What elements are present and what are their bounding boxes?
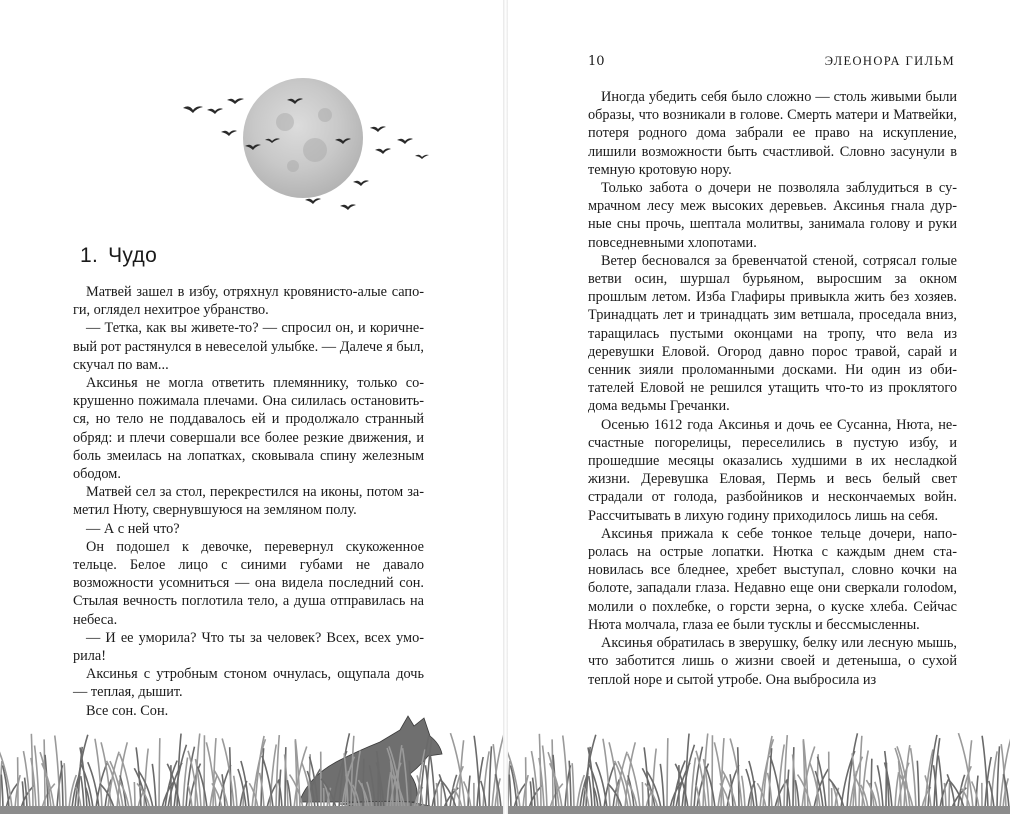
paragraph: Матвей зашел в избу, отряхнул кровянисто-алые сапоги, оглядел нехитрое убранство. (73, 284, 424, 319)
paragraph: Иногда убедить себя было сложно — столь живыми были образы, что возникали в голове. Смерть матери и Матвейки, потеря родного дома забрали ее право на искупление, лишили возможности быть счастливой. Словно засунули в темную кротовую нору. (588, 89, 957, 178)
paragraph: — А с ней что? (86, 520, 180, 537)
chapter-number: 1. (80, 244, 99, 267)
running-header-author: ЭЛЕОНОРА ГИЛЬМ (824, 54, 955, 68)
right-body-text (588, 88, 957, 689)
paragraph: Аксинья обратилась в зверушку, белку или лесную мышь, что заботится лишь о жизни своей и детеныша, о сухой теплой норе и сытой утробе. Она выбросила из (588, 635, 957, 688)
left-body-text (73, 283, 424, 720)
grass-border-icon (0, 733, 503, 808)
left-page (0, 0, 503, 814)
paragraph: Ветер бесновался за бревенчатой стеной, сотрясал голые ветви осин, шуршал бурьяном, выросшим за окном прошлым летом. Изба Глафиры привыкла жить без хозяев. Тринадцать лет и тринадцать зим ветшала, проседала вниз, таращилась пустыми оконцами на тропу, что вела из деревушки Еловой. Огород давно порос травой, сарай и сенник зияли проломанными досками. Ни один из обитателей Еловой не решился утащить что-то из проклятого дома ведьмы Гречанки. (588, 252, 957, 415)
full-moon-icon (243, 78, 363, 198)
grass-border-icon (508, 700, 1010, 814)
paragraph: Аксинья с утробным стоном очнулась, ощупала дочь — теплая, дышит. (73, 666, 424, 701)
moon-with-birds-icon (175, 70, 440, 220)
paragraph: Он подошел к девочке, перевернул скукоженное тельце. Белое лицо с синими губами не давало возможности усомниться — она видела последний сон. Стылая вечность поглотила тело, а душа отправилась на небеса. (73, 538, 424, 628)
paragraph: — И ее уморила? Что ты за человек? Всех, всех уморила! (73, 629, 424, 665)
paragraph: — Тетка, как вы живете-то? — спросил он, и коричневый рот растянулся в невеселой улыбке. — Далече я был, скучал по вам... (73, 320, 424, 373)
paragraph: Аксинья не могла ответить племяннику, только сокрушенно пожимала плечами. Она силилась остановиться, но тело не поддавалось ей и продолжало странный обряд: и плечи совершали все более резкие движения, и боль змеилась на лопатках, сковывала спину железным ободом. (73, 375, 424, 483)
paragraph: Матвей сел за стол, перекрестился на иконы, потом заметил Нюту, свернувшуюся на земляном полу. (73, 484, 424, 519)
page-number: 10 (588, 54, 605, 69)
paragraph: Все сон. Сон. (86, 702, 169, 719)
paragraph: Аксинья прижала к себе тонкое тельце дочери, напоролась на острые лопатки. Нютка с каждым днем становилась все бледнее, хребет выступал, словно кочки на болоте, западали глаза. Недавно еще они сверкали голоdом, молили о похлебке, о горсти зерна, о куске хлеба. Сейчас Нюта молчала, глаза ее были тусклы и бессмысленны. (588, 525, 957, 633)
right-page (508, 0, 1010, 814)
grass-with-wolf-icon (0, 700, 503, 814)
paragraph: Осенью 1612 года Аксинья и дочь ее Сусанна, Нюта, несчастные погорелицы, переселились в пустую избу, и прошедшие месяцы оказались худшими в их несладкой жизни. Деревушка Еловая, Пермь и весь белый свет страдали от голода, разбойников и нескончаемых войн. Рассчитывать в лихую годину приходилось лишь на себя. (588, 416, 957, 524)
chapter-title (80, 244, 157, 268)
chapter-name: Чудо (108, 244, 158, 267)
paragraph: Только забота о дочери не позволяла заблудиться в сумрачном лесу меж высоких деревьев. Аксинья гнала дурные сны прочь, шептала молитвы, занимала голову и руки повседневными хлопотами. (588, 180, 957, 251)
